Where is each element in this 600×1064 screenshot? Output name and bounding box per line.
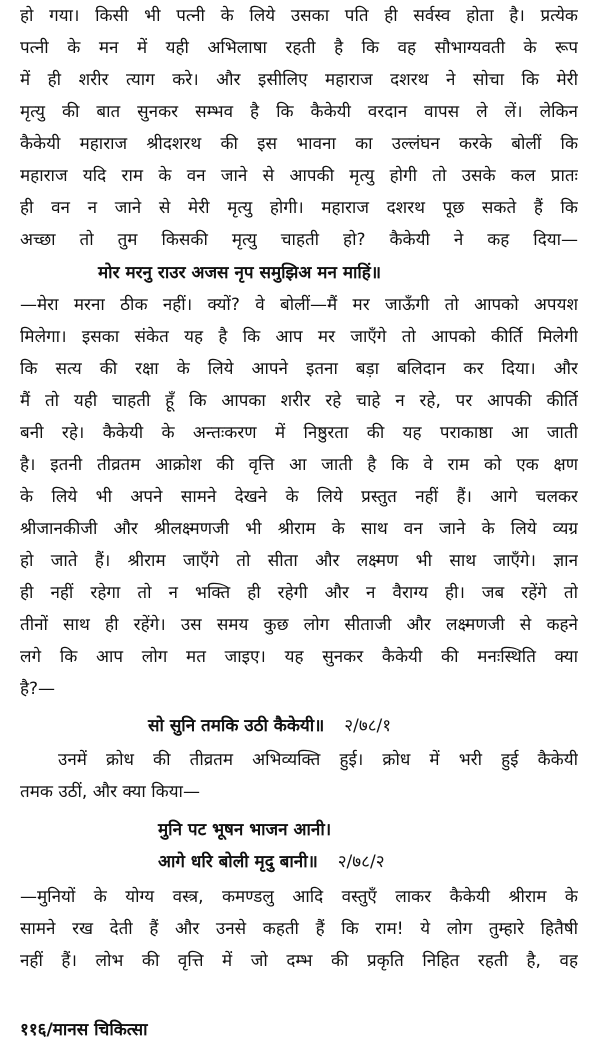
text-line: अच्छा तो तुम किसकी मृत्यु चाहती हो? कैकेयी ने कह दिया— [20, 230, 578, 250]
page-footer: ११६/मानस चिकित्सा [20, 1020, 148, 1040]
text-line: उनमें क्रोध की तीव्रतम अभिव्यक्ति हुई। क्रोध में भरी हुई कैकेयी [58, 750, 578, 770]
text-line: श्रीजानकीजी और श्रीलक्ष्मणजी भी श्रीराम के साथ वन जाने के लिये व्यग्र [20, 519, 578, 539]
text-line: में ही शरीर त्याग करे। और इसीलिए महाराज दशरथ ने सोचा कि मेरी [20, 70, 578, 90]
text-line: बनी रहे। कैकेयी के अन्तःकरण में निष्ठुरता की यह पराकाष्ठा आ जाती [20, 423, 578, 443]
verse-text: सो सुनि तमकि उठी कैकेयी॥ [148, 716, 325, 736]
text-line: सामने रख देती हैं और उनसे कहती हैं कि राम! ये लोग तुम्हारे हितैषी [20, 919, 578, 939]
text-line: हो जाते हैं। श्रीराम जाएँगे तो सीता और लक्ष्मण भी साथ जाएँगे। ज्ञान [20, 551, 578, 571]
text-line: महाराज यदि राम के वन जाने से आपकी मृत्यु होगी तो उसके कल प्रातः [20, 166, 578, 186]
verse-chaupai [158, 848, 385, 876]
text-line: है। इतनी तीव्रतम आक्रोश की वृत्ति आ जाती है कि वे राम को एक क्षण [20, 455, 578, 475]
text-line: —मेरा मरना ठीक नहीं। क्यों? वे बोलीं—मैं मर जाऊँगी तो आपको अपयश [20, 295, 578, 315]
verse-text: आगे धरि बोली मृदु बानी॥ [158, 852, 318, 872]
verse-reference: २/७८/२ [337, 852, 385, 872]
verse-chaupai: मुनि पट भूषन भाजन आनी। [158, 820, 332, 840]
text-line: तमक उठीं, और क्या किया— [20, 782, 200, 802]
text-line: —मुनियों के योग्य वस्त्र, कमण्डलु आदि वस्तुएँ लाकर कैकेयी श्रीराम के [20, 887, 578, 907]
verse-chaupai [148, 712, 391, 740]
text-line: पत्नी के मन में यही अभिलाषा रहती है कि वह सौभाग्यवती के रूप [20, 38, 578, 58]
text-line: कि सत्य की रक्षा के लिये आपने इतना बड़ा बलिदान कर दिया। और [20, 359, 578, 379]
text-line: नहीं हैं। लोभ की वृत्ति में जो दम्भ की प्रकृति निहित रहती है, वह [20, 951, 578, 971]
text-line: कैकेयी महाराज श्रीदशरथ की इस भावना का उल्लंघन करके बोलीं कि [20, 134, 578, 154]
text-line: मिलेगा। इसका संकेत यह है कि आप मर जाएँगे तो आपको कीर्ति मिलेगी [20, 327, 578, 347]
text-line: है?— [20, 679, 56, 699]
verse-chaupai: मोर मरनु राउर अजस नृप समुझिअ मन माहिं॥ [98, 263, 381, 283]
text-line: मृत्यु की बात सुनकर सम्भव है कि कैकेयी वरदान वापस ले लें। लेकिन [20, 102, 578, 122]
text-line: तीनों साथ ही रहेंगे। उस समय कुछ लोग सीताजी और लक्ष्मणजी से कहने [20, 615, 578, 635]
text-line: मैं तो यही चाहती हूँ कि आपका शरीर रहे चाहे न रहे, पर आपकी कीर्ति [20, 391, 578, 411]
text-line: हो गया। किसी भी पत्नी के लिये उसका पति ही सर्वस्व होता है। प्रत्येक [20, 6, 578, 26]
text-line: लगे कि आप लोग मत जाइए। यह सुनकर कैकेयी की मनःस्थिति क्या [20, 647, 578, 667]
text-line: ही वन न जाने से मेरी मृत्यु होगी। महाराज दशरथ पूछ सकते हैं कि [20, 198, 578, 218]
text-line: के लिये भी अपने सामने देखने के लिये प्रस्तुत नहीं हैं। आगे चलकर [20, 487, 578, 507]
text-line: ही नहीं रहेगा तो न भक्ति ही रहेगी और न वैराग्य ही। जब रहेंगे तो [20, 583, 578, 603]
verse-reference: २/७८/१ [344, 716, 392, 736]
